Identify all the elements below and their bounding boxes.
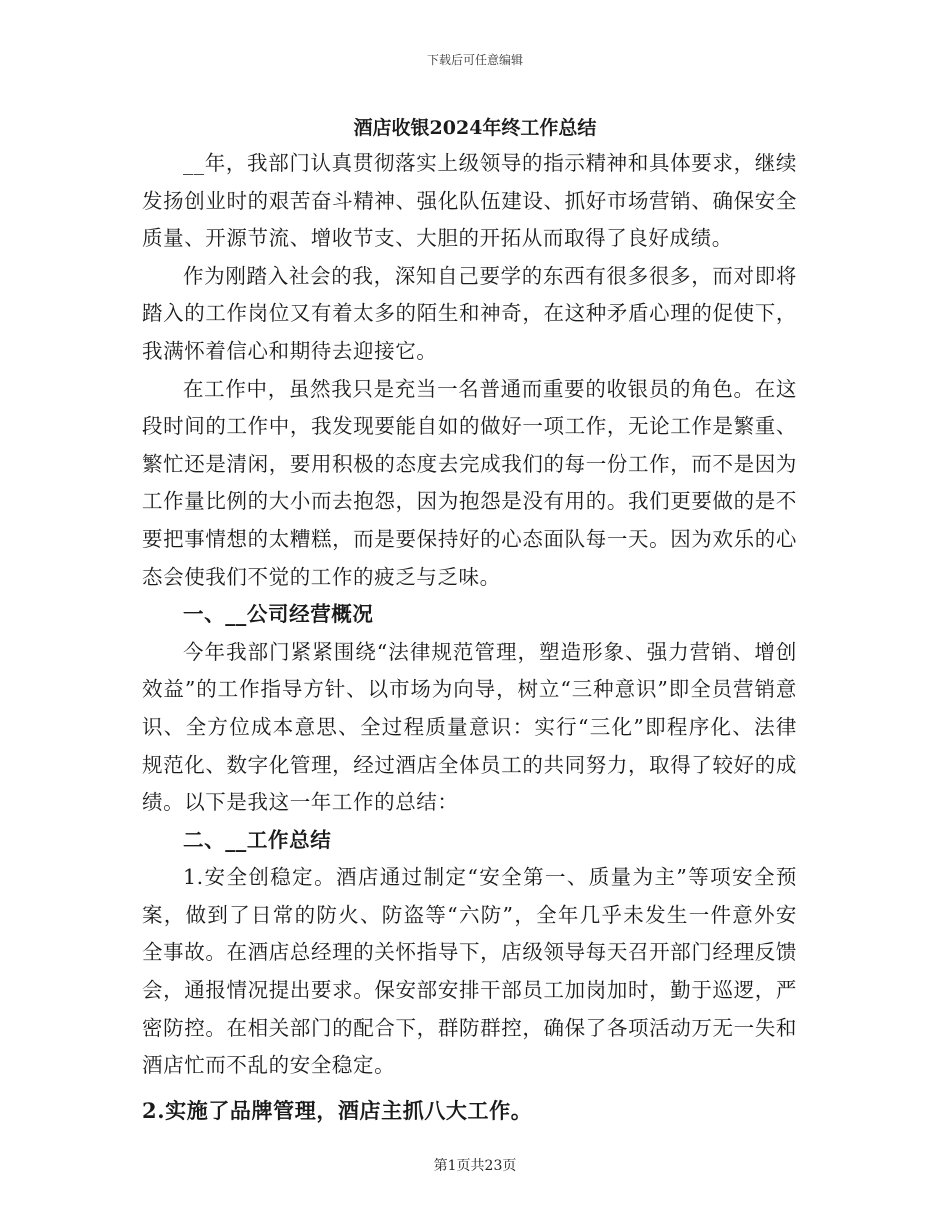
document-body [142,145,797,1133]
background-paragraph: 作为刚踏入社会的我，深知自己要学的东西有很多很多，而对即将踏入的工作岗位又有着太多的陌生和神奇，在这种矛盾心理的促使下，我满怀着信心和期待去迎接它。 [142,263,797,363]
header-note: 下载后可任意编辑 [426,53,523,67]
overview-paragraph: 今年我部门紧紧围绕“法律规范管理，塑造形象、强力营销、增创效益”的工作指导方针、以市场为向导，树立“三种意识”即全员营销意识、全方位成本意思、全过程质量意识：实行“三化”即程序化、法律规范化、数字化管理，经过酒店全体员工的共同努力，取得了较好的成绩。以下是我这一年工作的总结： [142,639,797,815]
brand-management-heading: 2.实施了品牌管理，酒店主抓八大工作。 [142,1097,533,1123]
page-number: 第1页共23页 [433,1158,517,1174]
work-attitude-paragraph: 在工作中，虽然我只是充当一名普通而重要的收银员的角色。在这段时间的工作中，我发现要能自如的做好一项工作，无论工作是繁重、繁忙还是清闲，要用积极的态度去完成我们的每一份工作，而不是因为工作量比例的大小而去抱怨，因为抱怨是没有用的。我们更要做的是不要把事情想的太糟糕，而是要保持好的心态面队每一天。因为欢乐的心态会使我们不觉的工作的疲乏与乏味。 [142,376,797,589]
safety-paragraph: 1.安全创稳定。酒店通过制定“安全第一、质量为主”等项安全预案，做到了日常的防火、防盗等“六防”，全年几乎未发生一件意外安全事故。在酒店总经理的关怀指导下，店级领导每天召开部门经理反馈会，通报情况提出要求。保安部安排干部员工加岗加时，勤于巡逻，严密防控。在相关部门的配合下，群防群控，确保了各项活动万无一失和酒店忙而不乱的安全稳定。 [142,865,797,1078]
intro-paragraph: __年，我部门认真贯彻落实上级领导的指示精神和具体要求，继续发扬创业时的艰苦奋斗精神、强化队伍建设、抓好市场营销、确保安全质量、开源节流、增收节支、大胆的开拓从而取得了良好成绩。 [142,151,797,251]
section-heading-summary: 二、__工作总结 [183,827,332,852]
section-heading-overview: 一、__公司经营概况 [183,602,374,627]
document-title: 酒店收银2024年终工作总结 [353,117,597,139]
